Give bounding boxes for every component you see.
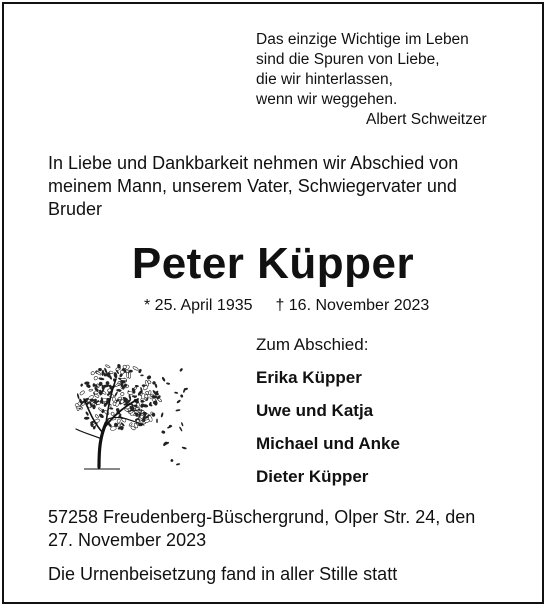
quote-line: wenn wir weggehen. — [256, 91, 398, 108]
place-line: 27. November 2023 — [48, 530, 207, 550]
intro-line: In Liebe und Dankbarkeit nehmen wir Abschied von — [48, 153, 459, 173]
mourner-name: Dieter Küpper — [256, 467, 369, 486]
mourner-name: Erika Küpper — [256, 368, 362, 387]
place-and-date — [48, 506, 475, 552]
intro-line: Bruder — [48, 199, 103, 219]
obituary-notice — [2, 2, 544, 604]
birth-date: * 25. April 1935 — [144, 297, 253, 314]
intro-line: meinem Mann, unserem Vater, Schwiegervater und — [48, 176, 457, 196]
quote-block — [256, 30, 487, 130]
life-dates — [144, 296, 429, 316]
mourner-name: Uwe und Katja — [256, 401, 374, 420]
death-date: † 16. November 2023 — [275, 297, 430, 314]
mourner-name: Michael und Anke — [256, 434, 400, 453]
quote-line: Das einzige Wichtige im Leben — [256, 31, 469, 48]
tree-leaves-icon — [66, 349, 191, 474]
quote-line: die wir hinterlassen, — [256, 71, 393, 88]
burial-notice: Die Urnenbeisetzung fand in aller Stille statt — [48, 564, 398, 584]
quote-line: sind die Spuren von Liebe, — [256, 51, 440, 68]
farewell-heading: Zum Abschied: — [256, 335, 369, 354]
deceased-name: Peter Küpper — [131, 239, 415, 288]
place-line: 57258 Freudenberg-Büschergrund, Olper Str. 24, den — [48, 507, 476, 527]
quote-author: Albert Schweitzer — [366, 111, 487, 128]
intro-text — [48, 152, 518, 221]
